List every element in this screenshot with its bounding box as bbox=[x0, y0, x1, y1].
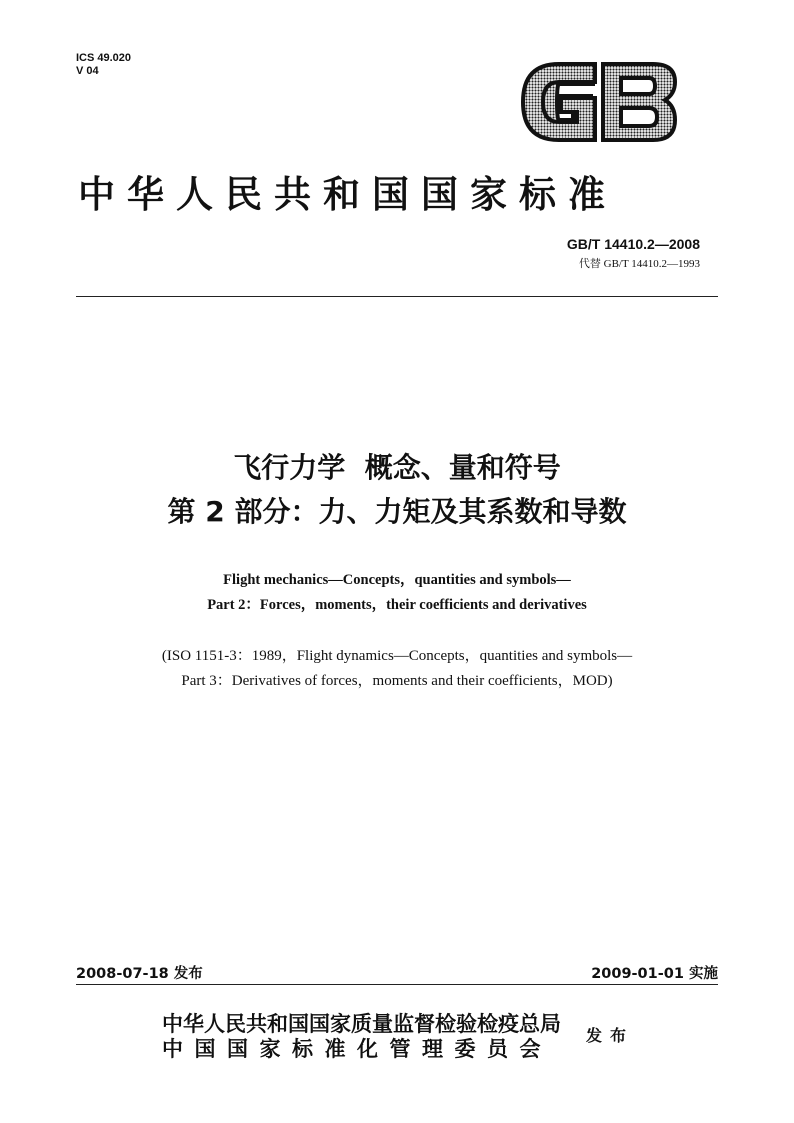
issuer-line1: 中华人民共和国国家质量监督检验检疫总局 bbox=[162, 1011, 561, 1036]
english-title bbox=[0, 568, 794, 618]
replaces-note: 代替 GB/T 14410.2—1993 bbox=[578, 258, 700, 270]
publish-date: 2008-07-18 发布 bbox=[76, 966, 203, 982]
bottom-divider bbox=[76, 984, 718, 985]
english-title-line1: Flight mechanics—Concepts，quantities and symbols— bbox=[223, 572, 571, 588]
standard-title: 中华人民共和国国家标准 bbox=[78, 172, 617, 216]
issuer-line2: 中国国家标准化管理委员会 bbox=[162, 1036, 552, 1061]
iso-reference-line1: (ISO 1151-3：1989，Flight dynamics—Concepts，quantities and symbols— bbox=[161, 648, 633, 664]
top-divider bbox=[76, 296, 718, 297]
gb-logo-icon bbox=[519, 62, 677, 142]
issue-label: 发布 bbox=[586, 1026, 635, 1045]
category-code: V 04 bbox=[76, 65, 99, 77]
chinese-title bbox=[0, 446, 794, 534]
standard-number: GB/T 14410.2—2008 bbox=[566, 236, 700, 252]
iso-reference bbox=[0, 644, 794, 694]
implement-date: 2009-01-01 实施 bbox=[591, 966, 718, 982]
english-title-line2: Part 2：Forces，moments，their coefficients and derivatives bbox=[207, 597, 587, 613]
iso-reference-line2: Part 3：Derivatives of forces，moments and their coefficients，MOD) bbox=[181, 673, 613, 689]
chinese-title-line2: 第 2 部分：力、力矩及其系数和导数 bbox=[167, 495, 627, 528]
ics-code: ICS 49.020 bbox=[76, 52, 132, 64]
ics-code-block bbox=[76, 52, 131, 78]
chinese-title-line1: 飞行力学 概念、量和符号 bbox=[233, 451, 561, 484]
